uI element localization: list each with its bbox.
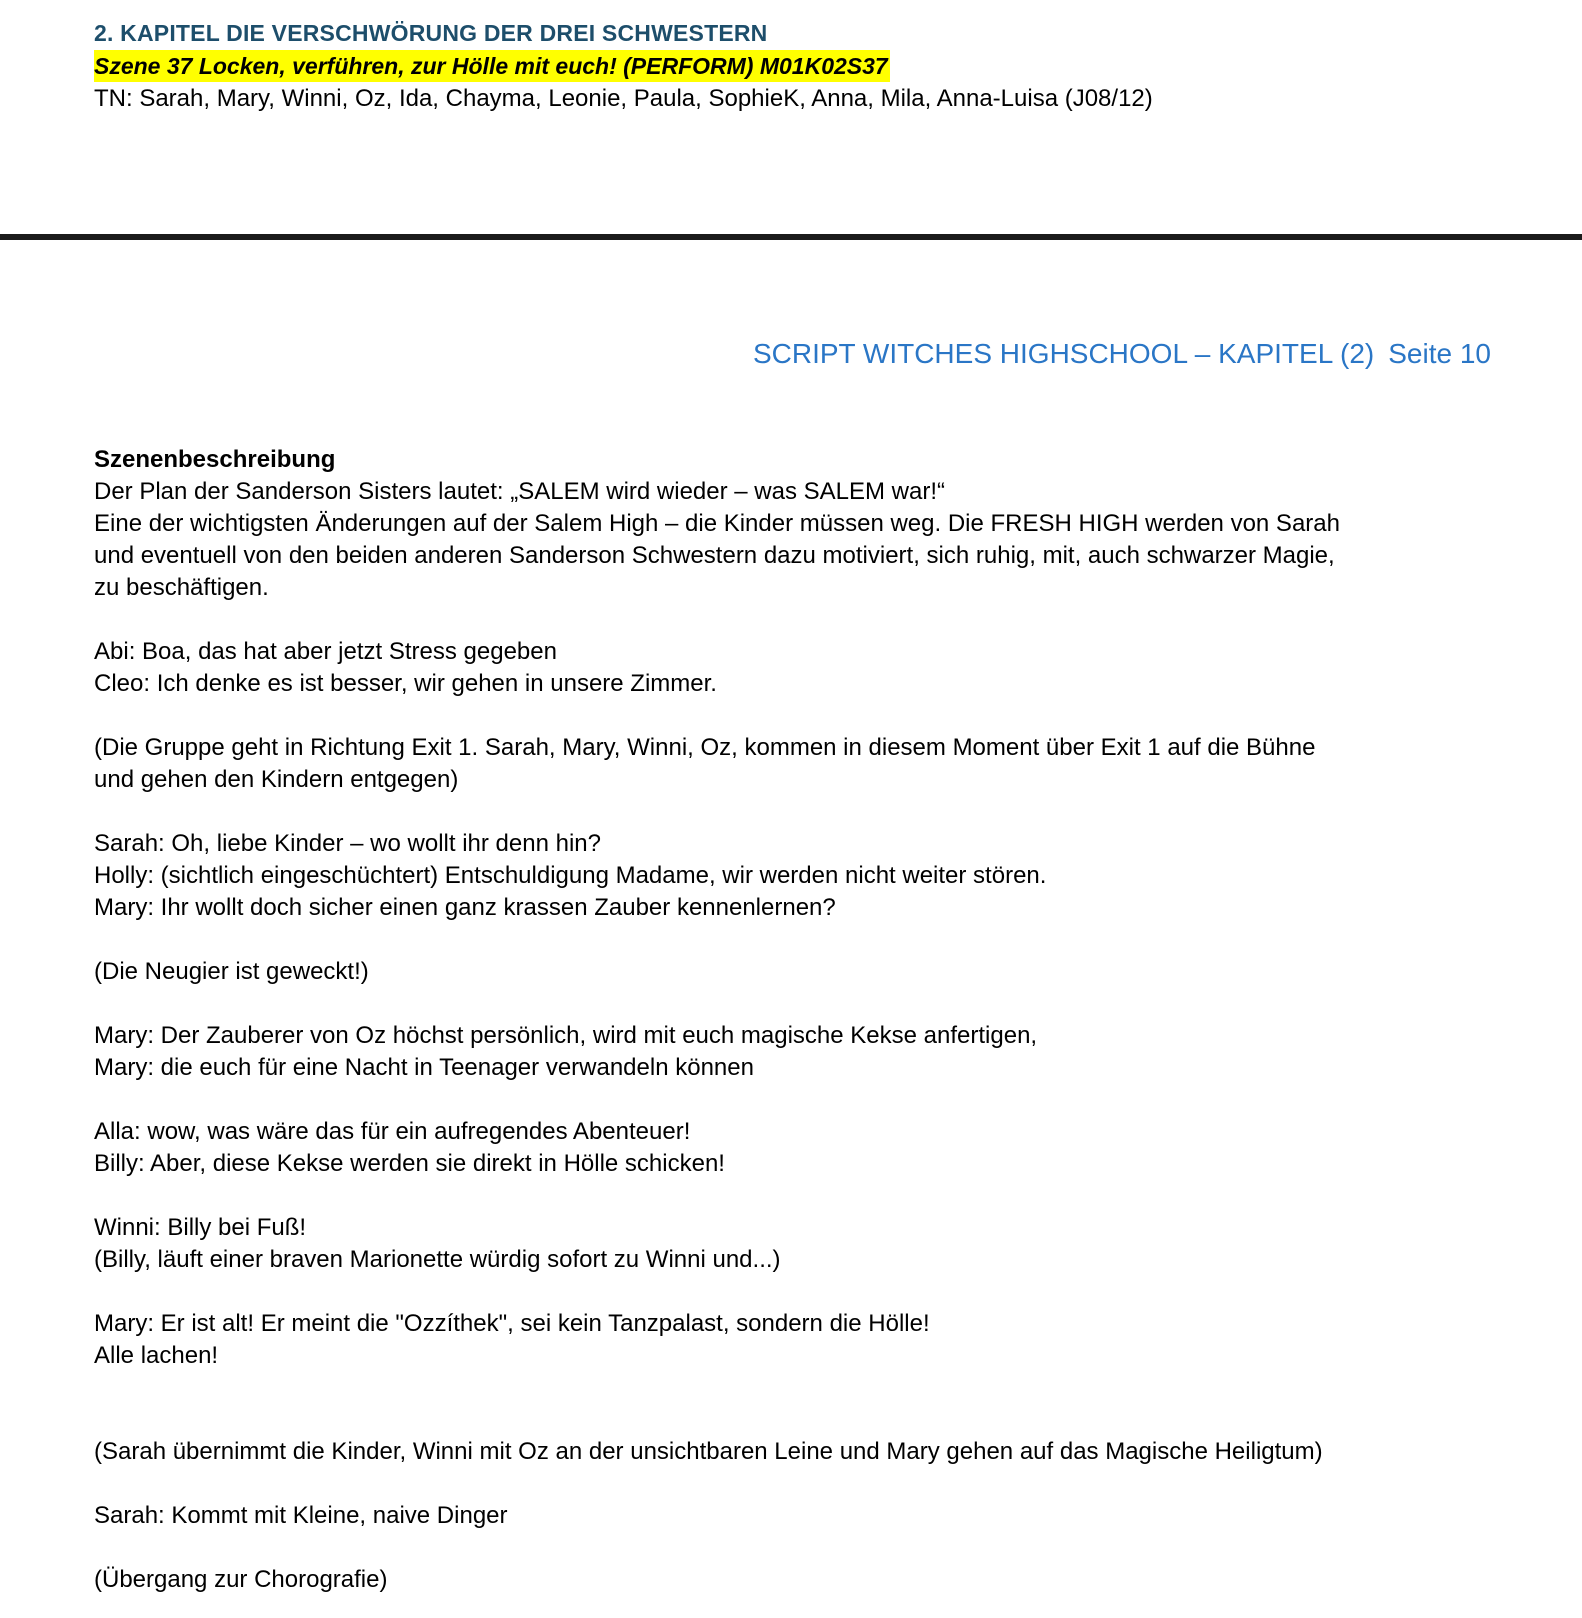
spacer: [94, 796, 1504, 828]
description-line: Der Plan der Sanderson Sisters lautet: „SALEM wird wieder – was SALEM war!“: [94, 478, 946, 505]
script-title: SCRIPT WITCHES HIGHSCHOOL – KAPITEL (2): [752, 338, 1375, 369]
dialogue-line: Winni: Billy bei Fuß!: [94, 1214, 307, 1241]
dialogue-line: Sarah: Oh, liebe Kinder – wo wollt ihr denn hin?: [94, 830, 601, 857]
page-header: [753, 338, 1491, 370]
spacer: [94, 604, 1504, 636]
dialogue-line: Mary: die euch für eine Nacht in Teenager verwandeln können: [94, 1054, 754, 1081]
stage-direction: (Sarah übernimmt die Kinder, Winni mit Oz an der unsichtbaren Leine und Mary gehen auf das Magische Heiligtum): [94, 1438, 1323, 1465]
dialogue-line: Mary: Er ist alt! Er meint die "Ozzíthek", sei kein Tanzpalast, sondern die Hölle!: [94, 1310, 930, 1337]
chapter-title: 2. KAPITEL DIE VERSCHWÖRUNG DER DREI SCHWESTERN: [94, 20, 768, 46]
spacer: [94, 988, 1504, 1020]
spacer: [94, 700, 1504, 732]
dialogue-line: Mary: Der Zauberer von Oz höchst persönlich, wird mit euch magische Kekse anfertigen,: [94, 1022, 1038, 1049]
page-number: Seite 10: [1388, 338, 1491, 369]
dialogue-line: Abi: Boa, das hat aber jetzt Stress gegeben: [94, 638, 557, 665]
participants-line: TN: Sarah, Mary, Winni, Oz, Ida, Chayma, Leonie, Paula, SophieK, Anna, Mila, Anna-Luisa (J08/12): [94, 85, 1153, 112]
stage-direction: (Die Gruppe geht in Richtung Exit 1. Sarah, Mary, Winni, Oz, kommen in diesem Moment über Exit 1 auf die Bühne: [94, 734, 1316, 761]
description-line: und eventuell von den beiden anderen Sanderson Schwestern dazu motiviert, sich ruhig, mit, auch schwarzer Magie,: [94, 542, 1335, 569]
dialogue-line: Mary: Ihr wollt doch sicher einen ganz krassen Zauber kennenlernen?: [94, 894, 836, 921]
description-line: zu beschäftigen.: [94, 574, 269, 601]
dialogue-line: Sarah: Kommt mit Kleine, naive Dinger: [94, 1502, 508, 1529]
spacer: [94, 1372, 1504, 1436]
spacer: [94, 1468, 1504, 1500]
dialogue-line: Alla: wow, was wäre das für ein aufregendes Abenteuer!: [94, 1118, 691, 1145]
stage-direction: (Die Neugier ist geweckt!): [94, 958, 369, 985]
stage-direction: (Übergang zur Chorografie): [94, 1566, 388, 1593]
spacer: [94, 1532, 1504, 1564]
spacer: [94, 924, 1504, 956]
spacer: [94, 1180, 1504, 1212]
script-body: [94, 444, 1504, 1596]
document-header: [94, 16, 1534, 116]
header-divider: [0, 234, 1582, 240]
spacer: [94, 1276, 1504, 1308]
scene-title-highlighted: Szene 37 Locken, verführen, zur Hölle mit euch! (PERFORM) M01K02S37: [94, 50, 890, 82]
section-heading: Szenenbeschreibung: [94, 446, 336, 473]
dialogue-line: Holly: (sichtlich eingeschüchtert) Entschuldigung Madame, wir werden nicht weiter stören.: [94, 862, 1047, 889]
dialogue-line: Cleo: Ich denke es ist besser, wir gehen in unsere Zimmer.: [94, 670, 717, 697]
stage-direction: (Billy, läuft einer braven Marionette würdig sofort zu Winni und...): [94, 1246, 781, 1273]
stage-direction: Alle lachen!: [94, 1342, 219, 1369]
stage-direction: und gehen den Kindern entgegen): [94, 766, 459, 793]
spacer: [94, 1084, 1504, 1116]
dialogue-line: Billy: Aber, diese Kekse werden sie direkt in Hölle schicken!: [94, 1150, 725, 1177]
description-line: Eine der wichtigsten Änderungen auf der Salem High – die Kinder müssen weg. Die FRESH HIGH werden von Sarah: [94, 510, 1340, 537]
